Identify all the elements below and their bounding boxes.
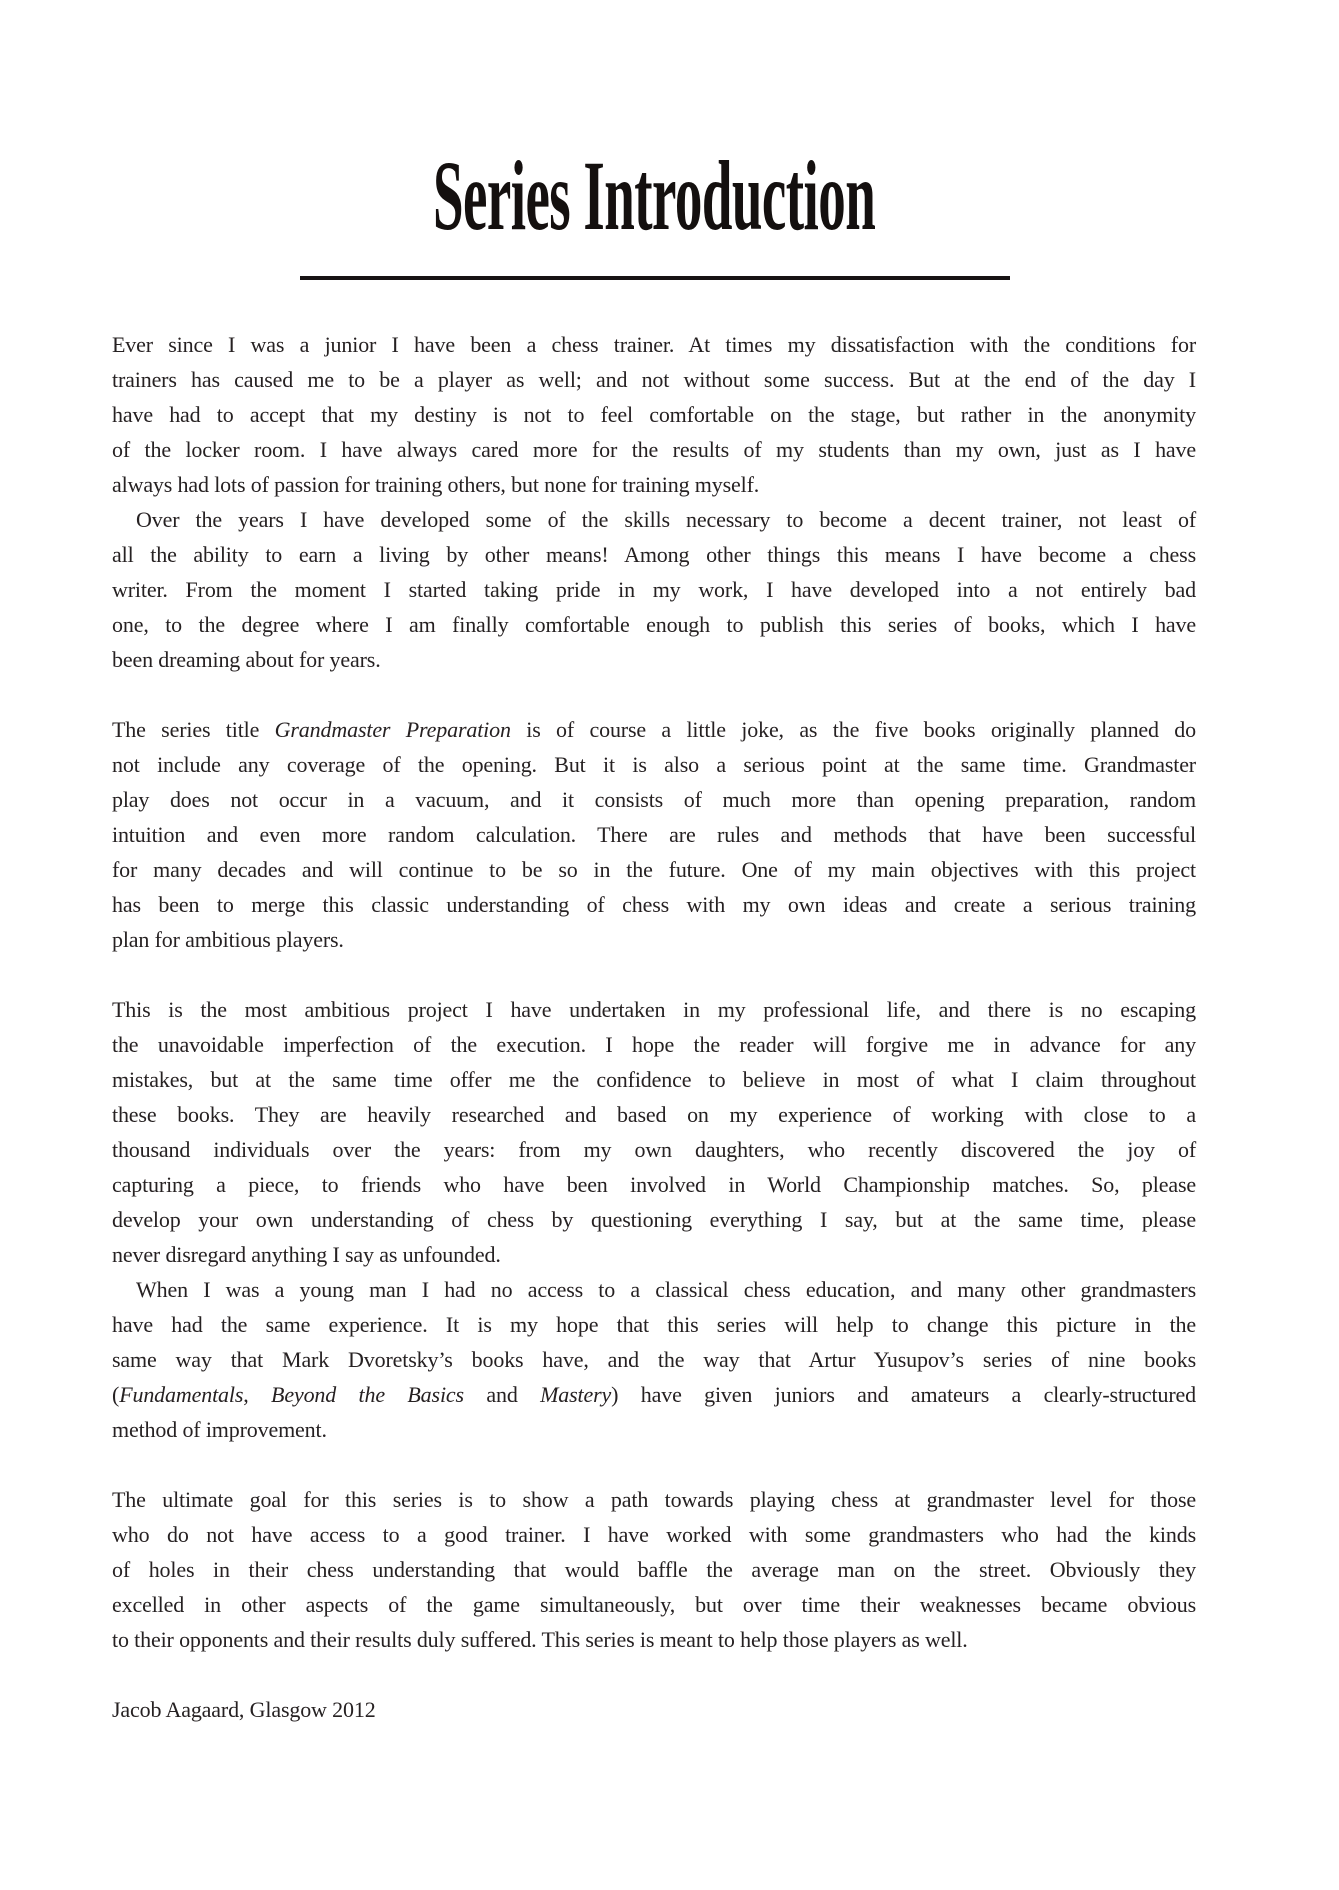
text-run: trainers has caused me to be a player as well; and not without some success. But at the end of the day I (112, 367, 1196, 392)
text-run: been dreaming about for years. (112, 647, 381, 672)
paragraph (112, 502, 1196, 677)
paragraph (112, 1482, 1196, 1657)
text-run: is of course a little joke, as the five books originally planned do (510, 717, 1196, 742)
text-run: same way that Mark Dvoretsky’s books have, and the way that Artur Yusupov’s series of nine books (112, 1347, 1196, 1372)
text-run: have had the same experience. It is my hope that this series will help to change this picture in the (112, 1312, 1196, 1337)
text-line (112, 607, 1196, 642)
text-run: Ever since I was a junior I have been a chess trainer. At times my dissatisfaction with the conditions for (112, 332, 1196, 357)
text-run: these books. They are heavily researched and based on my experience of working with close to a (112, 1102, 1196, 1127)
text-line (112, 1377, 1196, 1412)
text-line (112, 1587, 1196, 1622)
page-body (112, 327, 1196, 1727)
text-run: capturing a piece, to friends who have been involved in World Championship matches. So, please (112, 1172, 1196, 1197)
text-line (112, 712, 1196, 747)
text-run: and (463, 1382, 541, 1407)
paragraph (112, 992, 1196, 1272)
text-run: who do not have access to a good trainer. I have worked with some grandmasters who had the kinds (112, 1522, 1196, 1547)
text-line (112, 467, 1196, 502)
text-line (112, 1342, 1196, 1377)
text-line (112, 1237, 1196, 1272)
page-title-text: Series Introduction (432, 140, 876, 251)
text-run: never disregard anything I say as unfounded. (112, 1242, 501, 1267)
text-run: for many decades and will continue to be so in the future. One of my main objectives with this project (112, 857, 1196, 882)
text-line (112, 747, 1196, 782)
text-line (112, 887, 1196, 922)
text-run: of the locker room. I have always cared more for the results of my students than my own, just as I have (112, 437, 1196, 462)
text-run: , (243, 1382, 272, 1407)
text-run: mistakes, but at the same time offer me the confidence to believe in most of what I claim throughout (112, 1067, 1196, 1092)
text-line (112, 1552, 1196, 1587)
text-line (112, 922, 1196, 957)
text-line (112, 852, 1196, 887)
italic-text-run: Grandmaster Preparation (274, 717, 511, 742)
text-run: intuition and even more random calculation. There are rules and methods that have been successful (112, 822, 1196, 847)
text-line (112, 782, 1196, 817)
text-line (112, 1027, 1196, 1062)
text-line (112, 1132, 1196, 1167)
text-run: thousand individuals over the years: from my own daughters, who recently discovered the joy of (112, 1137, 1196, 1162)
text-run: This is the most ambitious project I have undertaken in my professional life, and there is no escaping (112, 997, 1196, 1022)
text-run: always had lots of passion for training others, but none for training myself. (112, 472, 760, 497)
text-line (112, 537, 1196, 572)
text-line (112, 817, 1196, 852)
text-run: of holes in their chess understanding that would baffle the average man on the street. Obviously they (112, 1557, 1196, 1582)
text-line (112, 992, 1196, 1027)
text-line (112, 1412, 1196, 1447)
italic-text-run: Mastery (540, 1382, 612, 1407)
text-line (112, 642, 1196, 677)
text-line (112, 1062, 1196, 1097)
title-rule (300, 276, 1010, 280)
paragraph (112, 712, 1196, 957)
page-title (112, 140, 1196, 251)
text-run: writer. From the moment I started taking pride in my work, I have developed into a not entirely bad (112, 577, 1196, 602)
text-line (112, 1517, 1196, 1552)
text-run: all the ability to earn a living by other means! Among other things this means I have become a chess (112, 542, 1196, 567)
italic-text-run: Beyond the Basics (271, 1382, 464, 1407)
text-run: to their opponents and their results duly suffered. This series is meant to help those players as well. (112, 1627, 968, 1652)
text-run: has been to merge this classic understanding of chess with my own ideas and create a serious training (112, 892, 1196, 917)
text-line (112, 397, 1196, 432)
text-run: ( (112, 1382, 120, 1407)
text-line (112, 1482, 1196, 1517)
text-run: plan for ambitious players. (112, 927, 344, 952)
text-run: play does not occur in a vacuum, and it consists of much more than opening preparation, random (112, 787, 1196, 812)
body-paragraphs (112, 327, 1196, 1657)
text-line (112, 1167, 1196, 1202)
text-run: When I was a young man I had no access to a classical chess education, and many other grandmasters (136, 1277, 1196, 1302)
italic-text-run: Fundamentals (119, 1382, 244, 1407)
text-run: develop your own understanding of chess by questioning everything I say, but at the same time, please (112, 1207, 1196, 1232)
text-run: one, to the degree where I am finally comfortable enough to publish this series of books, which I have (112, 612, 1196, 637)
text-run: Over the years I have developed some of the skills necessary to become a decent trainer, not least of (136, 507, 1196, 532)
text-line (112, 1622, 1196, 1657)
text-line (112, 502, 1196, 537)
text-line (112, 1097, 1196, 1132)
text-line (112, 327, 1196, 362)
text-line (112, 572, 1196, 607)
text-run: excelled in other aspects of the game simultaneously, but over time their weaknesses became obvious (112, 1592, 1196, 1617)
signature: Jacob Aagaard, Glasgow 2012 (112, 1697, 376, 1722)
text-line (112, 1272, 1196, 1307)
paragraph (112, 327, 1196, 502)
text-run: The ultimate goal for this series is to show a path towards playing chess at grandmaster level for those (112, 1487, 1196, 1512)
text-line (112, 362, 1196, 397)
text-run: The series title (112, 717, 275, 742)
text-line (112, 432, 1196, 467)
text-run: ) have given juniors and amateurs a clearly-structured (611, 1382, 1197, 1407)
text-line (112, 1307, 1196, 1342)
text-run: method of improvement. (112, 1417, 327, 1442)
text-run: the unavoidable imperfection of the execution. I hope the reader will forgive me in advance for any (112, 1032, 1196, 1057)
text-line (112, 1202, 1196, 1237)
paragraph (112, 1272, 1196, 1447)
text-run: not include any coverage of the opening. But it is also a serious point at the same time. Grandmaster (112, 752, 1196, 777)
text-run: have had to accept that my destiny is not to feel comfortable on the stage, but rather in the anonymity (112, 402, 1196, 427)
